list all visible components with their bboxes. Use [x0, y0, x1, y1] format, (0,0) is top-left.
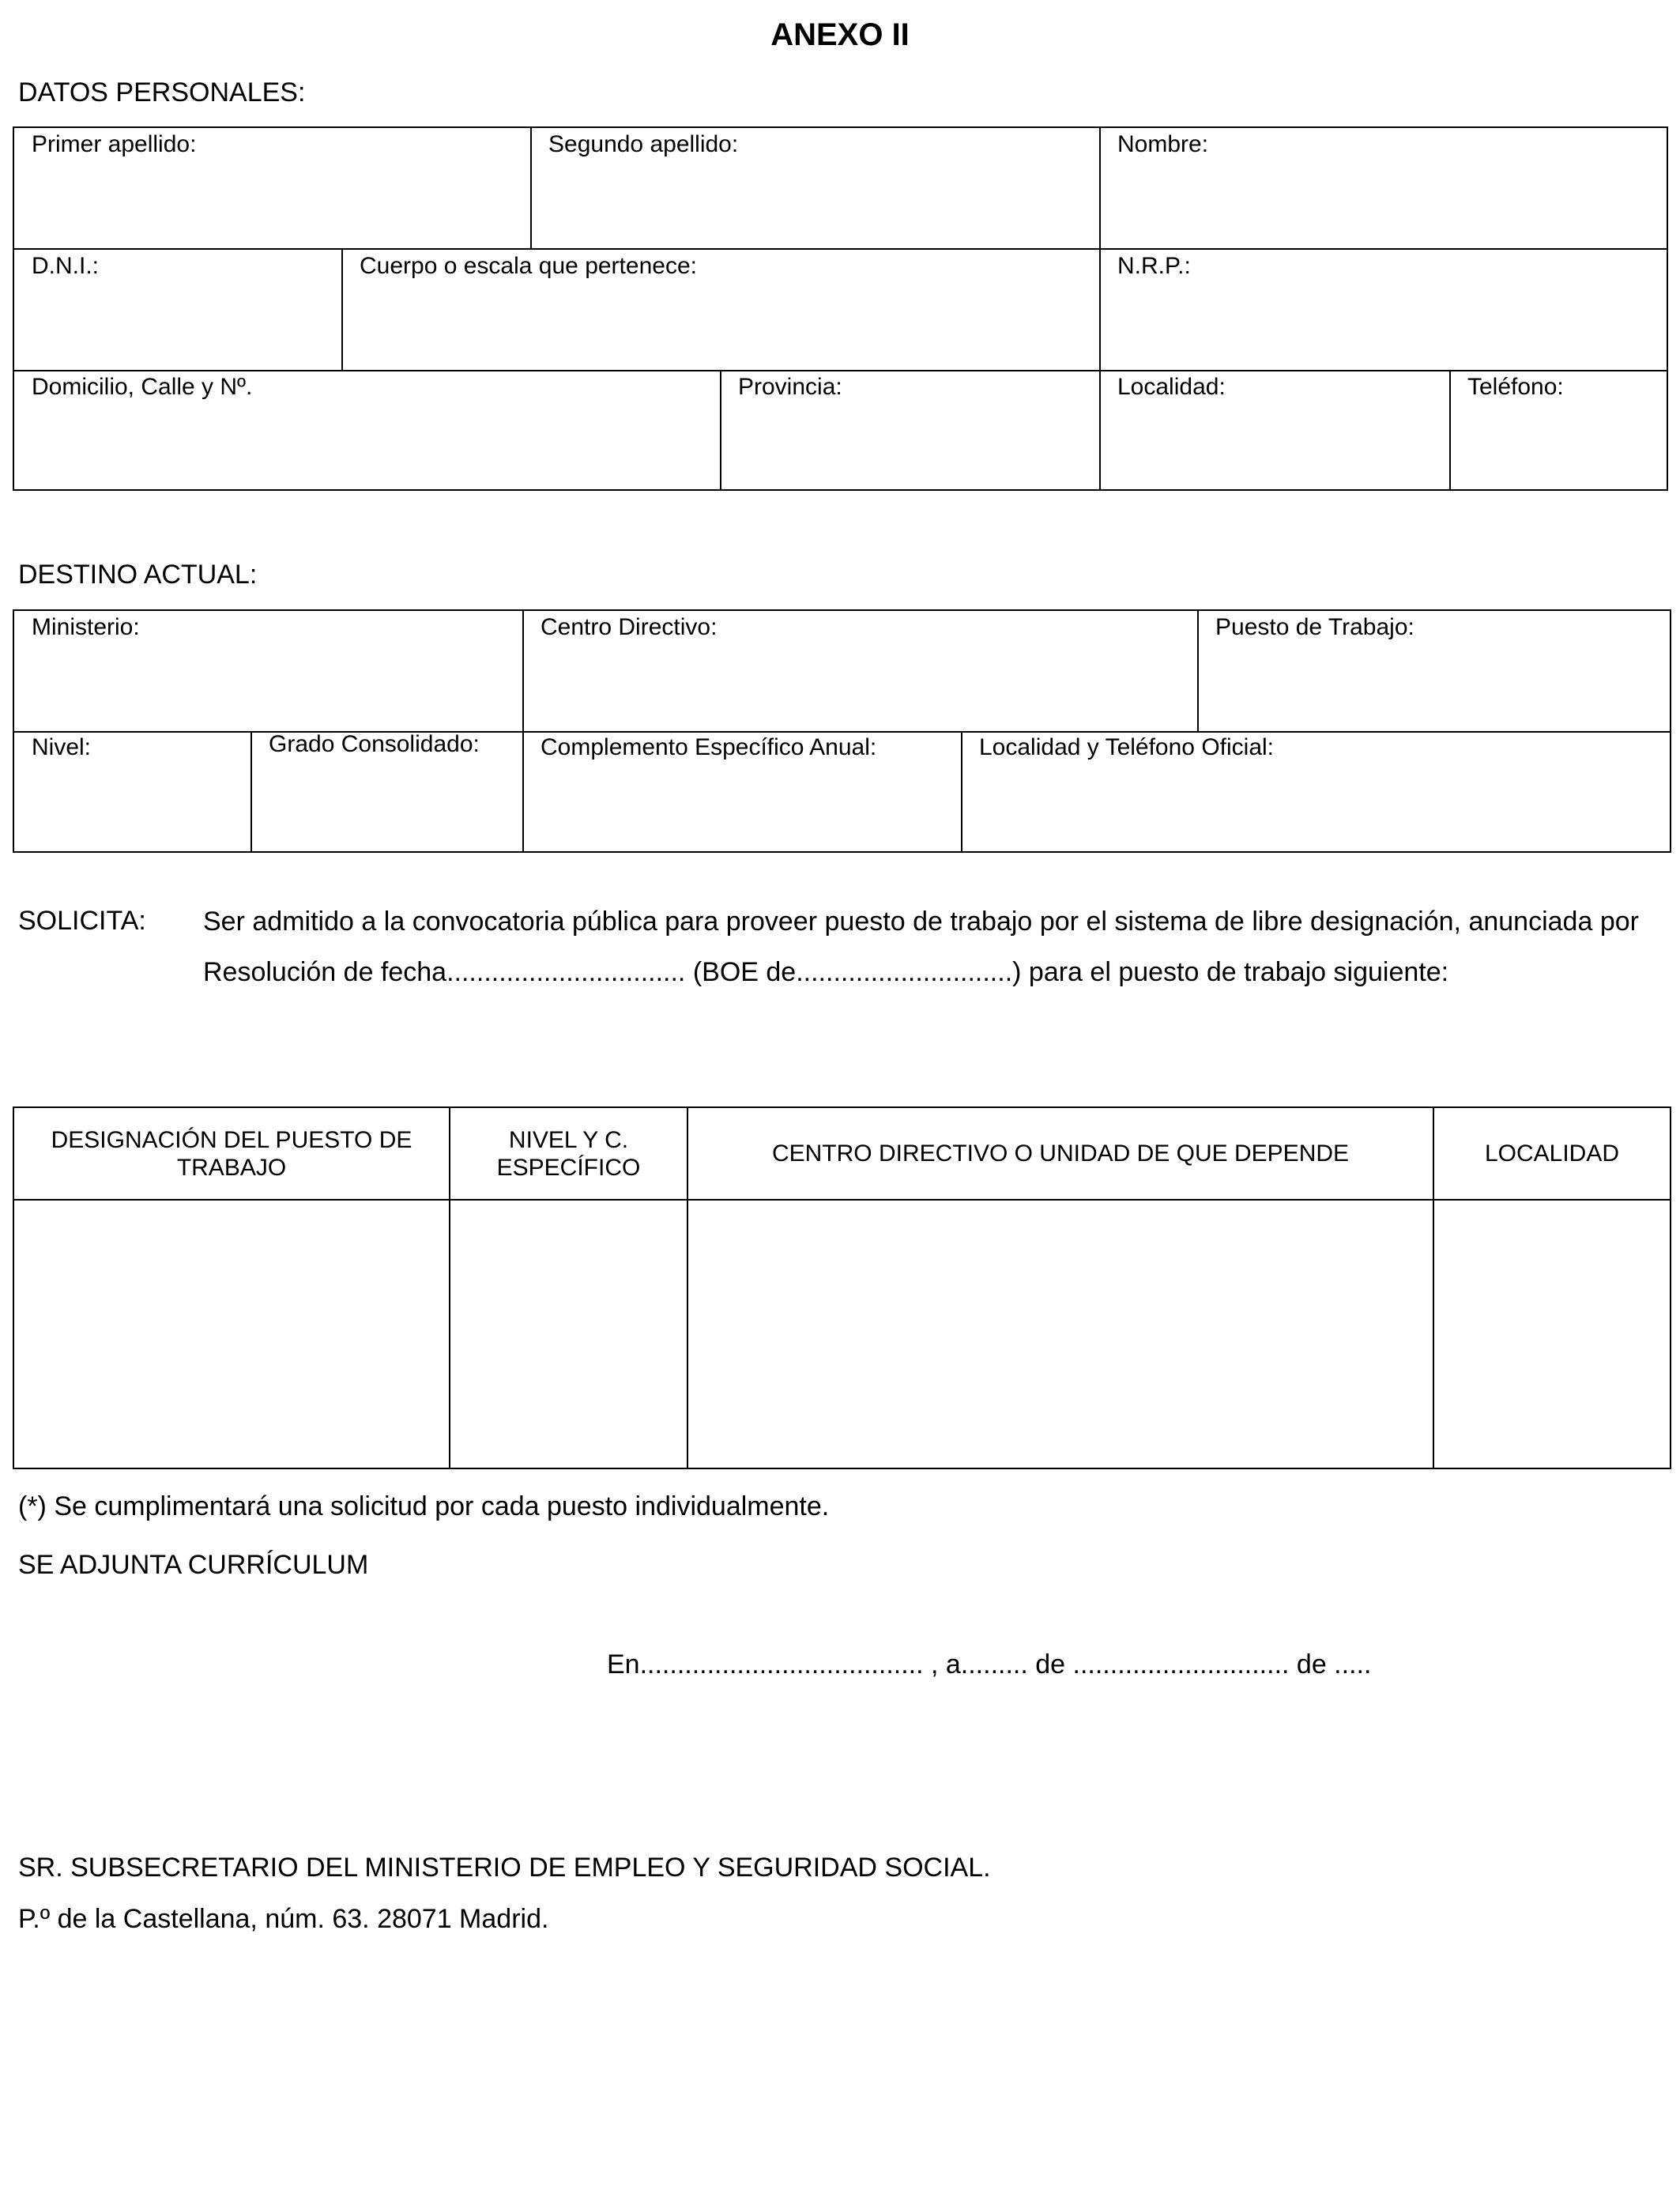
- cuerpo-escala-field[interactable]: Cuerpo o escala que pertenece:: [360, 253, 697, 279]
- solicita-label: SOLICITA:: [18, 906, 146, 936]
- cell-centro-directivo[interactable]: [688, 1201, 1433, 1469]
- centro-directivo-field[interactable]: Centro Directivo:: [541, 614, 718, 640]
- cell-designacion[interactable]: [14, 1201, 449, 1469]
- column-divider: [720, 371, 721, 491]
- header-centro-directivo: CENTRO DIRECTIVO O UNIDAD DE QUE DEPENDE: [771, 1140, 1350, 1167]
- header-localidad: LOCALIDAD: [1484, 1140, 1620, 1167]
- fecha-lugar-line: En...................................... , a......... de ............................. de .....: [607, 1649, 1372, 1679]
- row-divider: [14, 370, 1667, 371]
- puestos-table: [13, 1106, 1671, 1469]
- ministerio-field[interactable]: Ministerio:: [32, 614, 140, 640]
- column-divider: [1197, 611, 1199, 732]
- row-divider: [14, 731, 1670, 733]
- column-divider: [522, 611, 524, 853]
- domicilio-field[interactable]: Domicilio, Calle y Nº.: [32, 374, 253, 400]
- destino-actual-form: [13, 609, 1671, 853]
- column-divider: [961, 732, 962, 853]
- telefono-field[interactable]: Teléfono:: [1467, 374, 1564, 400]
- segundo-apellido-field[interactable]: Segundo apellido:: [548, 131, 739, 157]
- nombre-field[interactable]: Nombre:: [1117, 131, 1209, 157]
- primer-apellido-field[interactable]: Primer apellido:: [32, 131, 197, 157]
- column-divider: [1099, 128, 1101, 491]
- header-designacion: DESIGNACIÓN DEL PUESTO DE TRABAJO: [51, 1126, 412, 1181]
- destinatario-text: SR. SUBSECRETARIO DEL MINISTERIO DE EMPLEO Y SEGURIDAD SOCIAL.: [18, 1853, 991, 1883]
- nota-text: (*) Se cumplimentará una solicitud por cada puesto individualmente.: [18, 1491, 830, 1521]
- dni-field[interactable]: D.N.I.:: [32, 253, 100, 279]
- datos-personales-form: [13, 126, 1668, 491]
- column-divider: [250, 732, 252, 853]
- solicita-text: Ser admitido a la convocatoria pública para proveer puesto de trabajo por el sistema de libre designación, anunciada por Resolución de fecha................................ (BOE de.............................) para el puesto de trabajo siguiente:: [203, 907, 1639, 987]
- puesto-trabajo-field[interactable]: Puesto de Trabajo:: [1215, 614, 1414, 640]
- column-divider: [530, 128, 532, 249]
- column-divider: [341, 249, 343, 371]
- row-divider: [14, 248, 1667, 250]
- grado-consolidado-field[interactable]: Grado Consolidado:: [269, 731, 480, 757]
- page-title: ANEXO II: [770, 17, 910, 52]
- destino-actual-heading: DESTINO ACTUAL:: [18, 560, 258, 590]
- localidad-telefono-oficial-field[interactable]: Localidad y Teléfono Oficial:: [979, 734, 1275, 760]
- provincia-field[interactable]: Provincia:: [738, 374, 842, 400]
- nivel-field[interactable]: Nivel:: [32, 734, 92, 760]
- column-divider: [1449, 371, 1451, 491]
- cell-nivel[interactable]: [450, 1201, 687, 1469]
- adjunta-curriculum-text: SE ADJUNTA CURRÍCULUM: [18, 1550, 369, 1580]
- localidad-field[interactable]: Localidad:: [1117, 374, 1226, 400]
- nrp-field[interactable]: N.R.P.:: [1117, 253, 1191, 279]
- cell-localidad[interactable]: [1434, 1201, 1670, 1469]
- direccion-text: P.º de la Castellana, núm. 63. 28071 Madrid.: [18, 1904, 549, 1934]
- complemento-especifico-field[interactable]: Complemento Específico Anual:: [541, 734, 877, 760]
- datos-personales-heading: DATOS PERSONALES:: [18, 77, 306, 107]
- header-nivel: NIVEL Y C. ESPECÍFICO: [496, 1126, 641, 1181]
